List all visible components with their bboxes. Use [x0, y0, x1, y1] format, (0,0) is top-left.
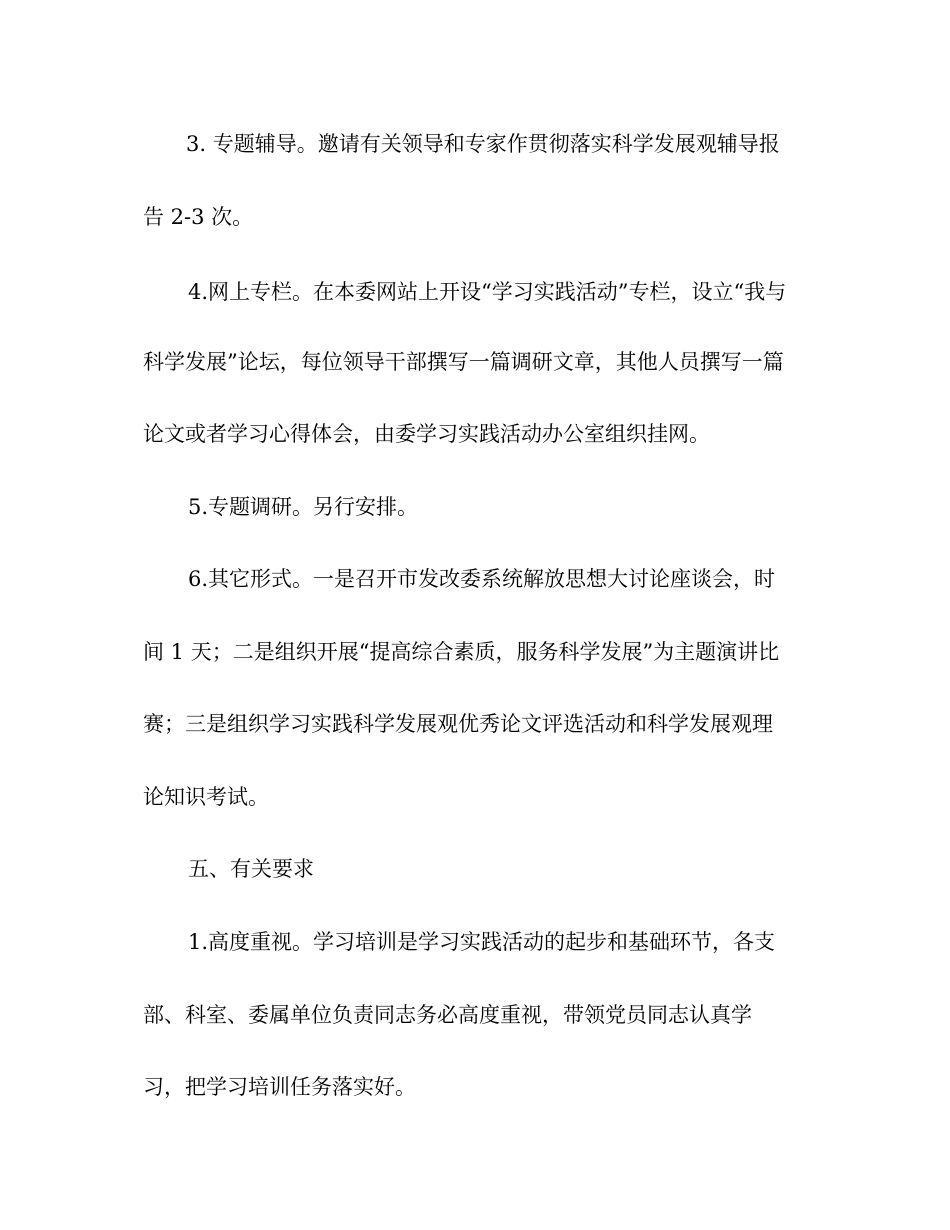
paragraph-6-line-2: 间 1 天；二是组织开展“提高综合素质，服务科学发展”为主题演讲比	[143, 640, 780, 664]
requirement-1-line-1: 1.高度重视。学习培训是学习实践活动的起步和基础环节，各支	[188, 930, 776, 954]
section-heading-requirements: 五、有关要求	[188, 857, 314, 881]
paragraph-6-line-1: 6.其它形式。一是召开市发改委系统解放思想大讨论座谈会，时	[188, 567, 776, 591]
paragraph-3-line-2: 告 2-3 次。	[143, 205, 254, 229]
paragraph-6-line-3: 赛；三是组织学习实践科学发展观优秀论文评选活动和科学发展观理	[143, 712, 773, 736]
paragraph-4-line-2: 科学发展”论坛，每位领导干部撰写一篇调研文章，其他人员撰写一篇	[143, 350, 784, 374]
paragraph-3-line-1: 3. 专题辅导。邀请有关领导和专家作贯彻落实科学发展观辅导报	[186, 132, 780, 156]
requirement-1-line-3: 习，把学习培训任务落实好。	[143, 1075, 416, 1099]
paragraph-6-line-4: 论知识考试。	[143, 785, 269, 809]
paragraph-4-line-3: 论文或者学习心得体会，由委学习实践活动办公室组织挂网。	[143, 422, 710, 446]
paragraph-4-line-1: 4.网上专栏。在本委网站上开设“学习实践活动”专栏，设立“我与	[188, 280, 787, 304]
paragraph-5-line-1: 5.专题调研。另行安排。	[188, 495, 419, 519]
requirement-1-line-2: 部、科室、委属单位负责同志务必高度重视，带领党员同志认真学	[143, 1003, 752, 1027]
